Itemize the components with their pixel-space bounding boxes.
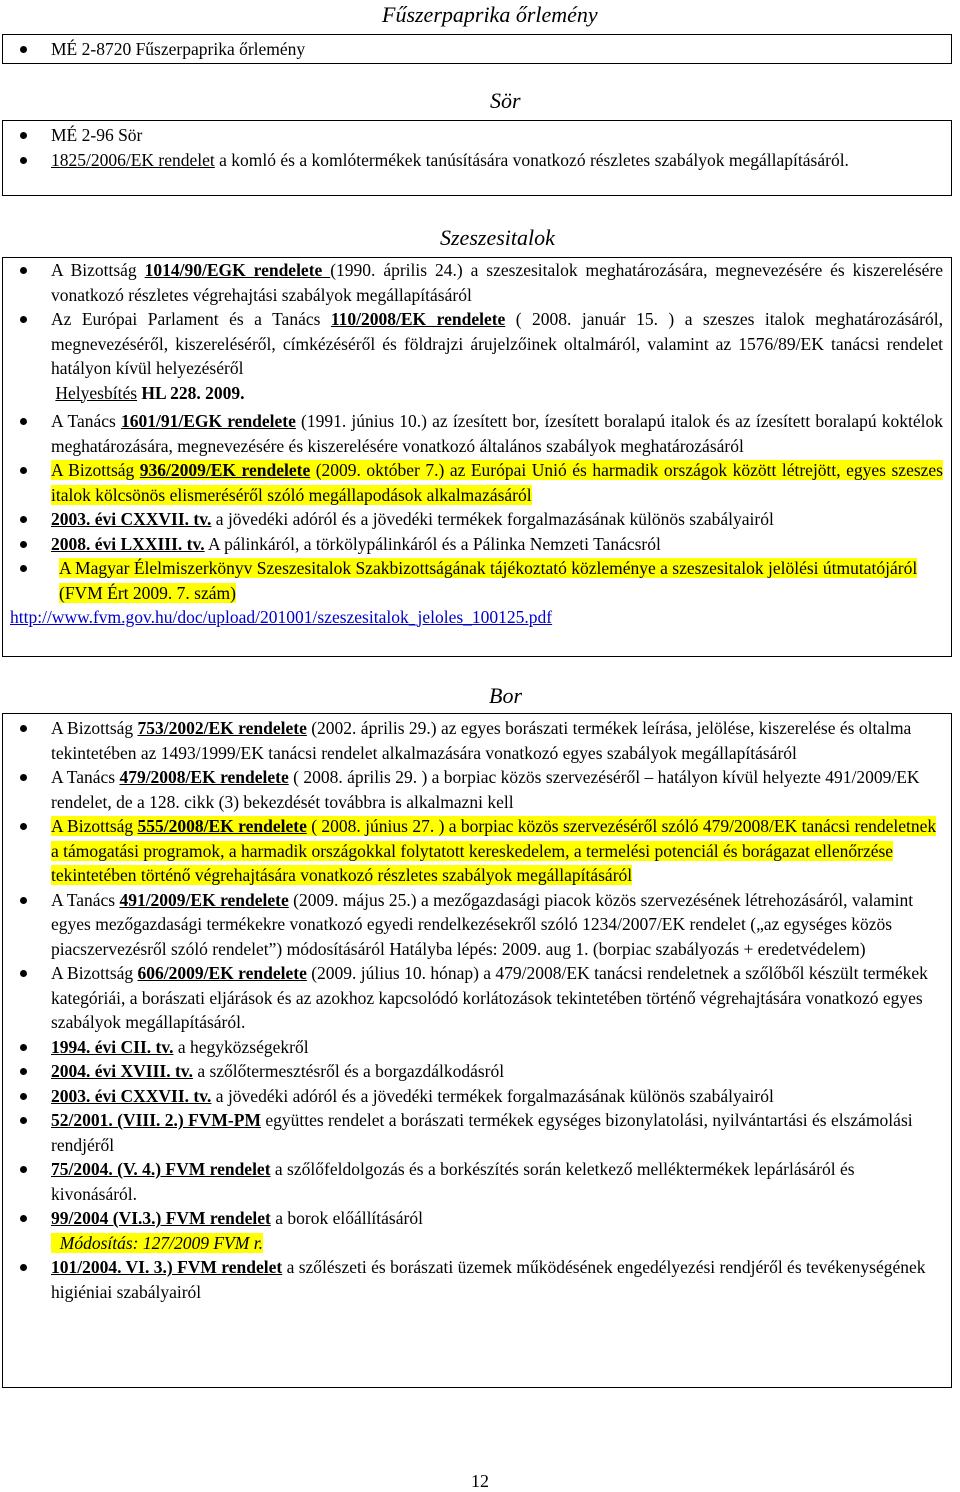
item-text: A Bizottság [51,260,145,280]
item-text: A Tanács [51,889,120,910]
bullet-icon [20,1264,27,1271]
bullet-icon [20,565,27,572]
list-item [3,307,943,405]
correction-reference: HL 228. 2009. [137,382,245,403]
sor-box [2,120,952,196]
item-text: MÉ 2-96 Sör [51,125,143,145]
bullet-icon [20,1044,27,1051]
correction-link[interactable]: Helyesbítés [55,382,138,403]
section-title-sor: Sör [490,88,521,113]
bullet-icon [20,1166,27,1173]
item-text: A Bizottság [51,460,140,480]
item-text: a szőlészeti és borászati üzemek működésének engedélyezési rendjéről és tevékenységének higiéniai szabályairól [51,1257,926,1302]
item-text: A Tanács [51,767,120,787]
item-text: A Bizottság [51,718,138,738]
list-item [3,1108,943,1157]
regulation-link[interactable]: 99/2004 (VI.3.) FVM rendelet [51,1208,271,1228]
law-link[interactable]: 2003. évi CXXVII. tv. [51,509,212,529]
list-item [3,1035,943,1060]
section-title-bor: Bor [489,683,522,708]
item-text: a borok előállításáról [270,1208,423,1228]
list-item [3,1059,943,1084]
list-item [3,556,943,605]
bullet-icon [20,1068,27,1075]
regulation-link[interactable]: 479/2008/EK rendelete [119,767,289,787]
regulation-link[interactable]: 52/2001. (VIII. 2.) FVM-PM [51,1110,261,1130]
list-item [3,148,951,173]
list-item [3,409,943,458]
url-link[interactable]: http://www.fvm.gov.hu/doc/upload/201001/szeszesitalok_jeloles_100125.pdf [10,607,553,627]
bullet-icon [20,516,27,523]
regulation-link[interactable]: 110/2008/EK rendelete [330,309,506,329]
list-item [3,814,943,888]
law-link[interactable]: 2004. évi XVIII. tv. [51,1061,193,1081]
bullet-icon [20,132,27,139]
list-item [3,532,943,557]
list-item [3,765,943,814]
list-item [3,716,943,765]
item-text: (1990. április 24.) a szeszesitalok meghatározására, megnevezésére és kiszerelésére vonatkozó részletes végrehajtási szabályok megállapításáról [51,260,943,305]
item-text: A Bizottság [51,816,138,836]
list-item [3,37,951,62]
szeszesitalok-box [2,257,952,657]
bullet-icon [20,46,27,53]
bullet-icon [20,897,27,904]
item-text: a szőlőfeldolgozás és a borkészítés során keletkező melléktermékek lepárlásáról és kivonásáról. [51,1159,855,1204]
item-text: (1991. június 10.) az ízesített bor, ízesített boralapú italok és az ízesített boralapú koktélok meghatározására, megnevezésére és kiszerelésére vonatkozó általános szabályok meghatározásáról [51,411,943,456]
list-item [3,458,943,507]
bullet-icon [20,157,27,164]
regulation-link[interactable]: 101/2004. VI. 3.) FVM rendelet [51,1257,283,1277]
section-title-fuszerpaprika: Fűszerpaprika őrlemény [382,2,598,27]
list-item [3,961,943,1035]
item-text: ( 2008. április 29. ) a borpiac közös szervezéséről – hatályon kívül helyezte 491/2009/EK rendelet, de a 128. cikk (3) bekezdését továbbra is alkalmazni kell [51,767,920,812]
item-text: A Tanács [51,411,121,431]
law-link[interactable]: 1994. évi CII. tv. [51,1036,174,1057]
item-text: (2009. május 25.) a mezőgazdasági piacok közös szervezésének létrehozásáról, valamint egyes mezőgazdasági termékekre vonatkozó egyedi rendelkezésekről szóló 1234/2007/EK rendelet („az egységes közös piacszervezésről szóló rendelet”) módosításáról Hatályba lépés: 2009. aug 1. (borpiac szabályozás + eredetvédelem) [51,889,914,959]
item-text: Az Európai Parlament és a Tanács [51,309,331,329]
list-item [3,1084,943,1109]
item-text: A Bizottság [51,963,138,983]
item-text: A pálinkáról, a törkölypálinkáról és a Pálinka Nemzeti Tanácsról [204,533,661,554]
fuszerpaprika-box [2,34,952,64]
law-link[interactable]: 2003. évi CXXVII. tv. [51,1085,212,1106]
bullet-icon [20,541,27,548]
regulation-link[interactable]: 555/2008/EK rendelete [137,816,307,836]
item-text: ( 2008. június 27. ) a borpiac közös szervezéséről szóló 479/2008/EK tanácsi rendeletnek a támogatási programok, a harmadik országokkal folytatott kereskedelem, a termelési potenciál és borágazat ellenőrzése tekintetében történő végrehajtására vonatkozó részletes szabályok megállapításáról [51,816,937,885]
item-text: a hegyközségekről [173,1036,309,1057]
bullet-icon [20,970,27,977]
regulation-link[interactable]: 75/2004. (V. 4.) FVM rendelet [51,1159,271,1179]
page-number: 12 [471,1471,489,1491]
item-text: a jövedéki adóról és a jövedéki termékek forgalmazásának különös szabályairól [211,1085,774,1106]
item-text: MÉ 2-8720 Fűszerpaprika őrlemény [51,39,306,59]
bullet-icon [20,725,27,732]
bullet-icon [20,418,27,425]
regulation-link[interactable]: 1014/90/EGK rendelete [144,260,331,280]
bullet-icon [20,1117,27,1124]
url-line [3,605,943,630]
list-item [3,123,951,148]
bullet-icon [20,316,27,323]
item-text: a szőlőtermesztésről és a borgazdálkodásról [192,1061,505,1081]
list-item [3,507,943,532]
item-text: a jövedéki adóról és a jövedéki termékek forgalmazásának különös szabályairól [211,509,774,529]
section-title-szeszesitalok: Szeszesitalok [440,225,555,250]
amendment-note: Módosítás: 127/2009 FVM r. [59,1232,263,1253]
item-text: (2009. július 10. hónap) a 479/2008/EK tanácsi rendeletnek a szőlőből készült termékek kategóriái, a borászati eljárások és az azokhoz kapcsolódó korlátozások tekintetében történő végrehajtására vonatkozó egyes szabályok megállapításáról. [51,963,928,1032]
list-item [3,888,943,962]
bullet-icon [20,267,27,274]
item-text: együttes rendelet a borászati termékek egységes bizonylatolási, nyilvántartási és elszámolási rendjéről [51,1110,913,1155]
item-text: a komló és a komlótermékek tanúsítására vonatkozó részletes szabályok megállapításáról. [214,149,849,170]
bullet-icon [20,774,27,781]
item-text: ( 2008. január 15. ) a szeszes italok meghatározásáról, megnevezéséről, kiszereléséről, címkézéséről és földrajzi árujelzőinek oltalmáról, valamint az 1576/89/EK tanácsi rendelet hatályon kívül helyezéséről [51,309,943,378]
list-item [3,1157,943,1206]
list-item [3,1255,943,1304]
bullet-icon [20,467,27,474]
regulation-link[interactable]: 491/2009/EK rendelete [119,889,289,910]
law-link[interactable]: 2008. évi LXXIII. tv. [51,533,205,554]
bullet-icon [20,1215,27,1222]
regulation-link[interactable]: 753/2002/EK rendelete [137,718,307,738]
regulation-link[interactable]: 1825/2006/EK rendelet [51,149,215,170]
item-text: (2002. április 29.) az egyes borászati termékek leírása, jelölése, kiszerelése és oltalma tekintetében az 1493/1999/EK tanácsi rendelet alkalmazására vonatkozó egyes szabályok megállapításáról [51,718,912,763]
bor-box [2,713,952,1388]
list-item [3,258,943,307]
item-text: A Magyar Élelmiszerkönyv Szeszesitalok Szakbizottságának tájékoztató közleménye a szeszesitalok jelölési útmutatójáról (FVM Ért 2009. 7. szám) [59,558,918,603]
regulation-link[interactable]: 1601/91/EGK rendelete [120,411,296,431]
item-text: (2009. október 7.) az Európai Unió és harmadik országok között létrejött, egyes szeszes italok kölcsönös elismeréséről szóló megállapodások alkalmazásáról [51,460,943,505]
list-item [3,1206,943,1255]
bullet-icon [20,1093,27,1100]
bullet-icon [20,823,27,830]
regulation-link[interactable]: 606/2009/EK rendelete [137,963,307,983]
regulation-link[interactable]: 936/2009/EK rendelete [139,460,311,480]
